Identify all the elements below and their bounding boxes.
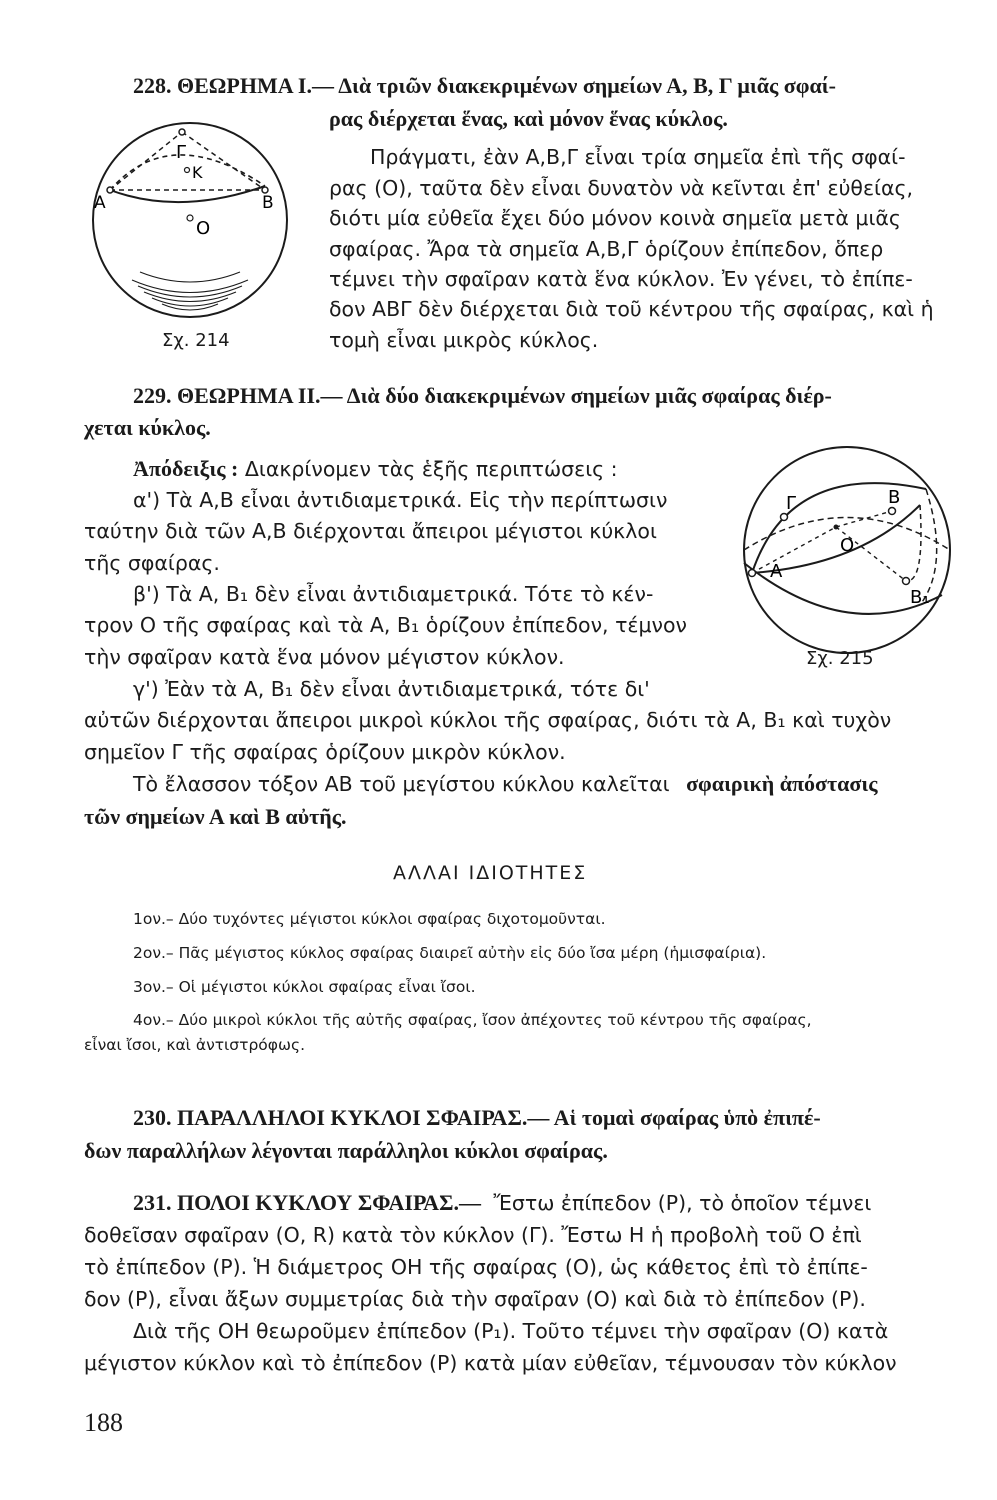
theorem-228-text-line: Πράγματι, ἐὰν Α,Β,Γ εἶναι τρία σημεῖα ἐπὶ τῆς σφαί- bbox=[370, 145, 906, 169]
point-O bbox=[834, 525, 839, 530]
theorem-228-text-line: σφαίρας. Ἄρα τὰ σημεῖα Α,Β,Γ ὁρίζουν ἐπίπεδον, ὅπερ bbox=[329, 237, 884, 261]
section-230-heading: 230. ΠΑΡΑΛΛΗΛΟΙ ΚΥΚΛΟΙ ΣΦΑΙΡΑΣ.— Αἱ τομαὶ σφαίρας ὑπὸ ἐπιπέ- bbox=[133, 1105, 821, 1130]
point-A bbox=[749, 570, 756, 577]
theorem-228-heading: 228. ΘΕΩΡΗΜΑ Ι.— Διὰ τριῶν διακεκριμένων σημείων Α, Β, Γ μιᾶς σφαί- bbox=[133, 73, 836, 98]
figure-214-sphere-diagram bbox=[80, 110, 310, 330]
case-c-line: αὐτῶν διέρχονται ἄπειροι μικροὶ κύκλοι τῆς σφαίρας, διότι τὰ Α, Β₁ καὶ τυχὸν bbox=[84, 708, 892, 732]
proof-line bbox=[133, 458, 618, 480]
spherical-distance-term-cont: τῶν σημείων Α καὶ Β αὐτῆς. bbox=[84, 804, 347, 829]
case-b-line: τρον Ο τῆς σφαίρας καὶ τὰ Α, Β₁ ὁρίζουν ἐπίπεδον, τέμνον bbox=[84, 613, 687, 637]
small-circle-front-arc bbox=[110, 186, 265, 202]
segment-AO bbox=[752, 527, 836, 573]
section-231-text-line: τὸ ἐπίπεδον (Ρ). Ἡ διάμετρος ΟΗ τῆς σφαίρας (Ο), ὡς κάθετος ἐπὶ τὸ ἐπίπε- bbox=[84, 1255, 868, 1279]
section-231-text-line: δοθεῖσαν σφαῖραν (O, R) κατὰ τὸν κύκλον (Γ). Ἔστω Η ἡ προβολὴ τοῦ Ο ἐπὶ bbox=[84, 1223, 862, 1247]
sphere-outline bbox=[93, 123, 287, 317]
label-O: O bbox=[196, 218, 211, 239]
figure-215-caption: Σχ. 215 bbox=[806, 648, 874, 669]
section-231-first-line bbox=[133, 1192, 871, 1214]
spherical-distance-line bbox=[133, 773, 877, 795]
case-b-line: τὴν σφαῖραν κατὰ ἕνα μόνον μέγιστον κύκλον. bbox=[84, 645, 565, 669]
figure-214-caption: Σχ. 214 bbox=[162, 330, 230, 351]
theorem-228-text-line: τομὴ εἶναι μικρὸς κύκλος. bbox=[329, 328, 599, 352]
case-a-line: α') Τὰ Α,Β εἶναι ἀντιδιαμετρικά. Εἰς τὴν περίπτωσιν bbox=[133, 488, 668, 512]
section-230-heading-cont: δων παραλλήλων λέγονται παράλληλοι κύκλοι σφαίρας. bbox=[84, 1138, 608, 1163]
label-G: Γ bbox=[786, 493, 797, 514]
point-G bbox=[179, 129, 185, 135]
case-b-line: β') Τὰ Α, Β₁ δὲν εἶναι ἀντιδιαμετρικά. Τότε τὸ κέν- bbox=[133, 582, 654, 606]
label-B: B bbox=[262, 193, 274, 213]
point-G bbox=[781, 514, 788, 521]
theorem-229-heading: 229. ΘΕΩΡΗΜΑ ΙΙ.— Διὰ δύο διακεκριμένων σημείων μιᾶς σφαίρας διέρ- bbox=[133, 383, 832, 408]
theorem-228-text-line: ρας (Ο), ταῦτα δὲν εἶναι δυνατὸν νὰ κεῖνται ἐπ' εὐθείας, bbox=[329, 176, 914, 200]
page-number: 188 bbox=[84, 1408, 123, 1437]
section-231-text-line: μέγιστον κύκλον καὶ τὸ ἐπίπεδον (Ρ) κατὰ μίαν εὐθεῖαν, τέμνουσαν τὸν κύκλον bbox=[84, 1351, 897, 1375]
label-B1: B₁ bbox=[910, 587, 930, 608]
label-A: A bbox=[94, 193, 106, 213]
segment-OB bbox=[836, 511, 892, 527]
point-K bbox=[185, 168, 190, 173]
theorem-228-text-line: τέμνει τὴν σφαῖραν κατὰ ἕνα κύκλον. Ἐν γένει, τὸ ἐπίπε- bbox=[329, 267, 913, 291]
theorem-228-heading-cont: ρας διέρχεται ἕνας, καὶ μόνον ἕνας κύκλος. bbox=[329, 106, 728, 131]
case-c-line: σημεῖον Γ τῆς σφαίρας ὁρίζουν μικρὸν κύκλον. bbox=[84, 740, 566, 764]
point-A bbox=[107, 187, 113, 193]
theorem-228-text-line: διότι μία εὐθεῖα ἔχει δύο μόνον κοινὰ σημεῖα μετὰ μιᾶς bbox=[329, 206, 901, 230]
segment-AG bbox=[110, 132, 182, 190]
proof-label: Ἀπόδειξις : bbox=[133, 456, 239, 481]
proof-intro: Διακρίνομεν τὰς ἑξῆς περιπτώσεις : bbox=[244, 457, 618, 481]
label-G: Γ bbox=[176, 142, 187, 163]
case-a-line: ταύτην διὰ τῶν Α,Β διέρχονται ἄπειροι μέγιστοι κύκλοι bbox=[84, 519, 657, 543]
point-O bbox=[187, 215, 193, 221]
property-item-1: 1ον.– Δύο τυχόντες μέγιστοι κύκλοι σφαίρας διχοτομοῦνται. bbox=[133, 910, 606, 928]
section-231-text: Ἔστω ἐπίπεδον (Ρ), τὸ ὁποῖον τέμνει bbox=[493, 1191, 872, 1215]
spherical-distance-term: σφαιρικὴ ἀπόστασις bbox=[686, 771, 878, 796]
point-B1 bbox=[903, 578, 910, 585]
other-properties-title: ΑΛΛΑΙ ΙΔΙΟΤΗΤΕΣ bbox=[393, 862, 588, 884]
property-item-3: 3ον.– Οἱ μέγιστοι κύκλοι σφαίρας εἶναι ἴσοι. bbox=[133, 978, 476, 996]
label-B: B bbox=[888, 487, 901, 508]
point-B bbox=[889, 508, 896, 515]
property-item-2: 2ον.– Πᾶς μέγιστος κύκλος σφαίρας διαιρεῖ αὐτὴν εἰς δύο ἴσα μέρη (ἡμισφαίρια). bbox=[133, 944, 767, 962]
case-a-line: τῆς σφαίρας. bbox=[84, 551, 220, 575]
theorem-229-heading-cont: χεται κύκλος. bbox=[84, 415, 211, 440]
label-K: K bbox=[192, 163, 203, 182]
property-item-4-cont: εἶναι ἴσοι, καὶ ἀντιστρόφως. bbox=[84, 1036, 306, 1054]
label-O: O bbox=[840, 535, 855, 556]
theorem-228-text-line: δον ΑΒΓ δὲν διέρχεται διὰ τοῦ κέντρου τῆς σφαίρας, καὶ ἡ bbox=[329, 297, 934, 321]
spherical-distance-text: Τὸ ἔλασσον τόξον ΑΒ τοῦ μεγίστου κύκλου καλεῖται bbox=[133, 772, 670, 796]
sphere-shading bbox=[132, 272, 248, 310]
case-c-line: γ') Ἐὰν τὰ Α, Β₁ δὲν εἶναι ἀντιδιαμετρικά, τότε δι' bbox=[133, 677, 650, 701]
section-231-text-line: δον (Ρ), εἶναι ἄξων συμμετρίας διὰ τὴν σφαῖραν (Ο) καὶ διὰ τὸ ἐπίπεδον (Ρ). bbox=[84, 1287, 866, 1311]
property-item-4: 4ον.– Δύο μικροὶ κύκλοι τῆς αὐτῆς σφαίρας, ἴσον ἀπέχοντες τοῦ κέντρου τῆς σφαίρας, bbox=[133, 1011, 812, 1029]
label-A: A bbox=[770, 561, 783, 582]
figure-215-sphere-diagram bbox=[720, 445, 960, 665]
section-231-heading: 231. ΠΟΛΟΙ ΚΥΚΛΟΥ ΣΦΑΙΡΑΣ.— bbox=[133, 1190, 481, 1215]
section-231-text-line: Διὰ τῆς ΟΗ θεωροῦμεν ἐπίπεδον (Ρ₁). Τοῦτο τέμνει τὴν σφαῖραν (Ο) κατὰ bbox=[133, 1319, 889, 1343]
